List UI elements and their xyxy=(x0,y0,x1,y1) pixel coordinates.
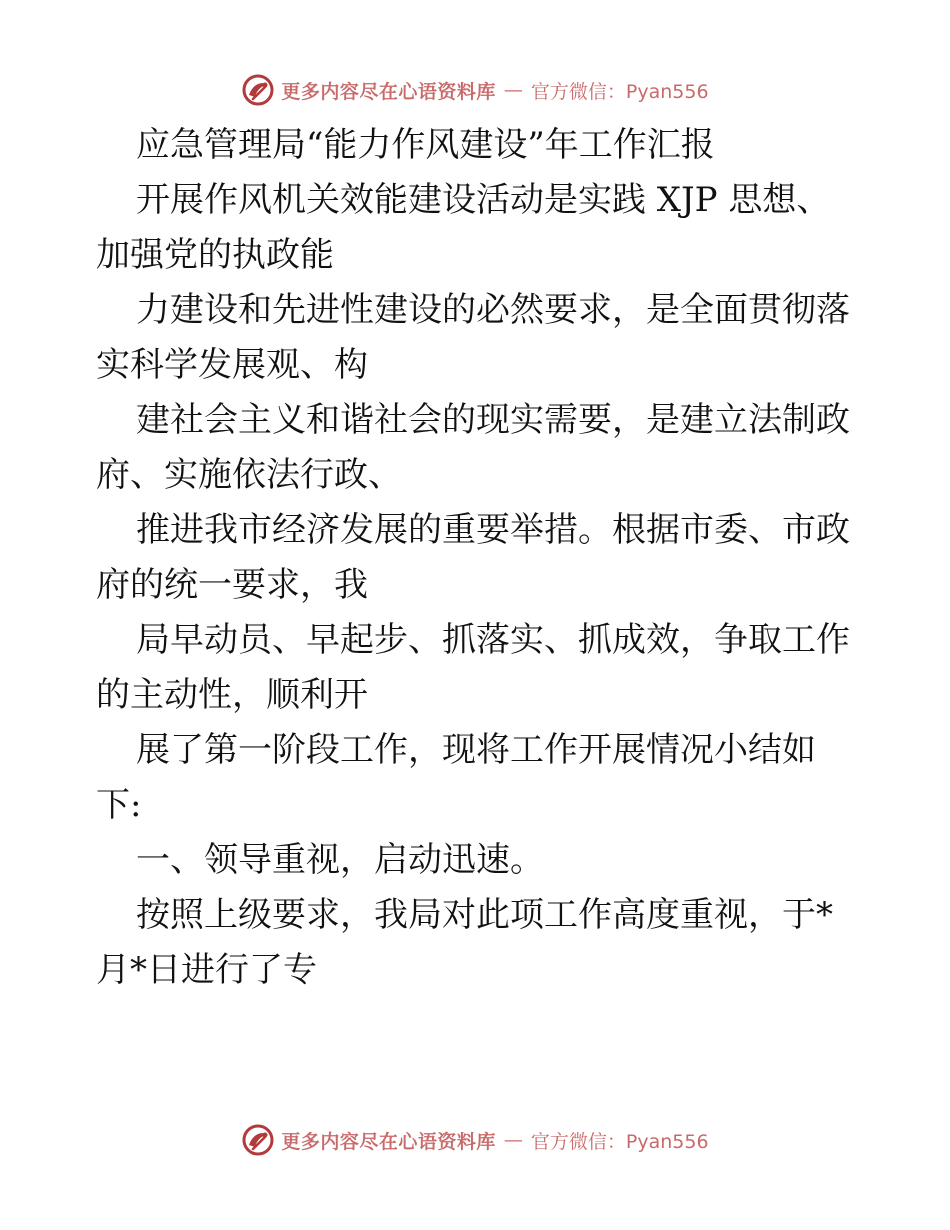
watermark-dash: — xyxy=(503,79,523,101)
header-watermark-content xyxy=(241,73,708,107)
document-line: 展了第一阶段工作，现将工作开展情况小结如 xyxy=(136,730,816,770)
header-watermark xyxy=(0,68,950,112)
document-line: 府的统一要求，我 xyxy=(96,565,368,605)
document-line: 一、领导重视，启动迅速。 xyxy=(136,840,544,880)
footer-watermark-content xyxy=(241,1123,708,1157)
red-swirl-logo-icon xyxy=(241,73,275,107)
watermark-sub-text: 官方微信：Pyan556 xyxy=(530,80,709,103)
document-line: 力建设和先进性建设的必然要求，是全面贯彻落 xyxy=(136,290,850,330)
document-line: 应急管理局“能力作风建设”年工作汇报 xyxy=(136,125,715,165)
document-line: 按照上级要求，我局对此项工作高度重视，于* xyxy=(136,895,833,935)
document-line: 推进我市经济发展的重要举措。根据市委、市政 xyxy=(136,510,850,550)
document-line: 实科学发展观、构 xyxy=(96,345,368,385)
document-line: 府、实施依法行政、 xyxy=(96,455,402,495)
watermark-main-text: 更多内容尽在心语资料库 xyxy=(281,80,496,103)
document-line: 加强党的执政能 xyxy=(96,235,334,275)
document-line: 建社会主义和谐社会的现实需要，是建立法制政 xyxy=(136,400,850,440)
watermark-sub-text: 官方微信：Pyan556 xyxy=(530,1130,709,1153)
red-swirl-logo-icon xyxy=(241,1123,275,1157)
document-line: 局早动员、早起步、抓落实、抓成效，争取工作 xyxy=(136,620,850,660)
document-line: 的主动性，顺利开 xyxy=(96,675,368,715)
document-line: 月*日进行了专 xyxy=(96,950,317,990)
watermark-dash: — xyxy=(503,1129,523,1151)
document-body xyxy=(96,118,856,998)
document-line: 开展作风机关效能建设活动是实践 XJP 思想、 xyxy=(136,180,831,220)
footer-watermark xyxy=(0,1118,950,1162)
document-line: 下: xyxy=(96,785,142,825)
watermark-main-text: 更多内容尽在心语资料库 xyxy=(281,1130,496,1153)
